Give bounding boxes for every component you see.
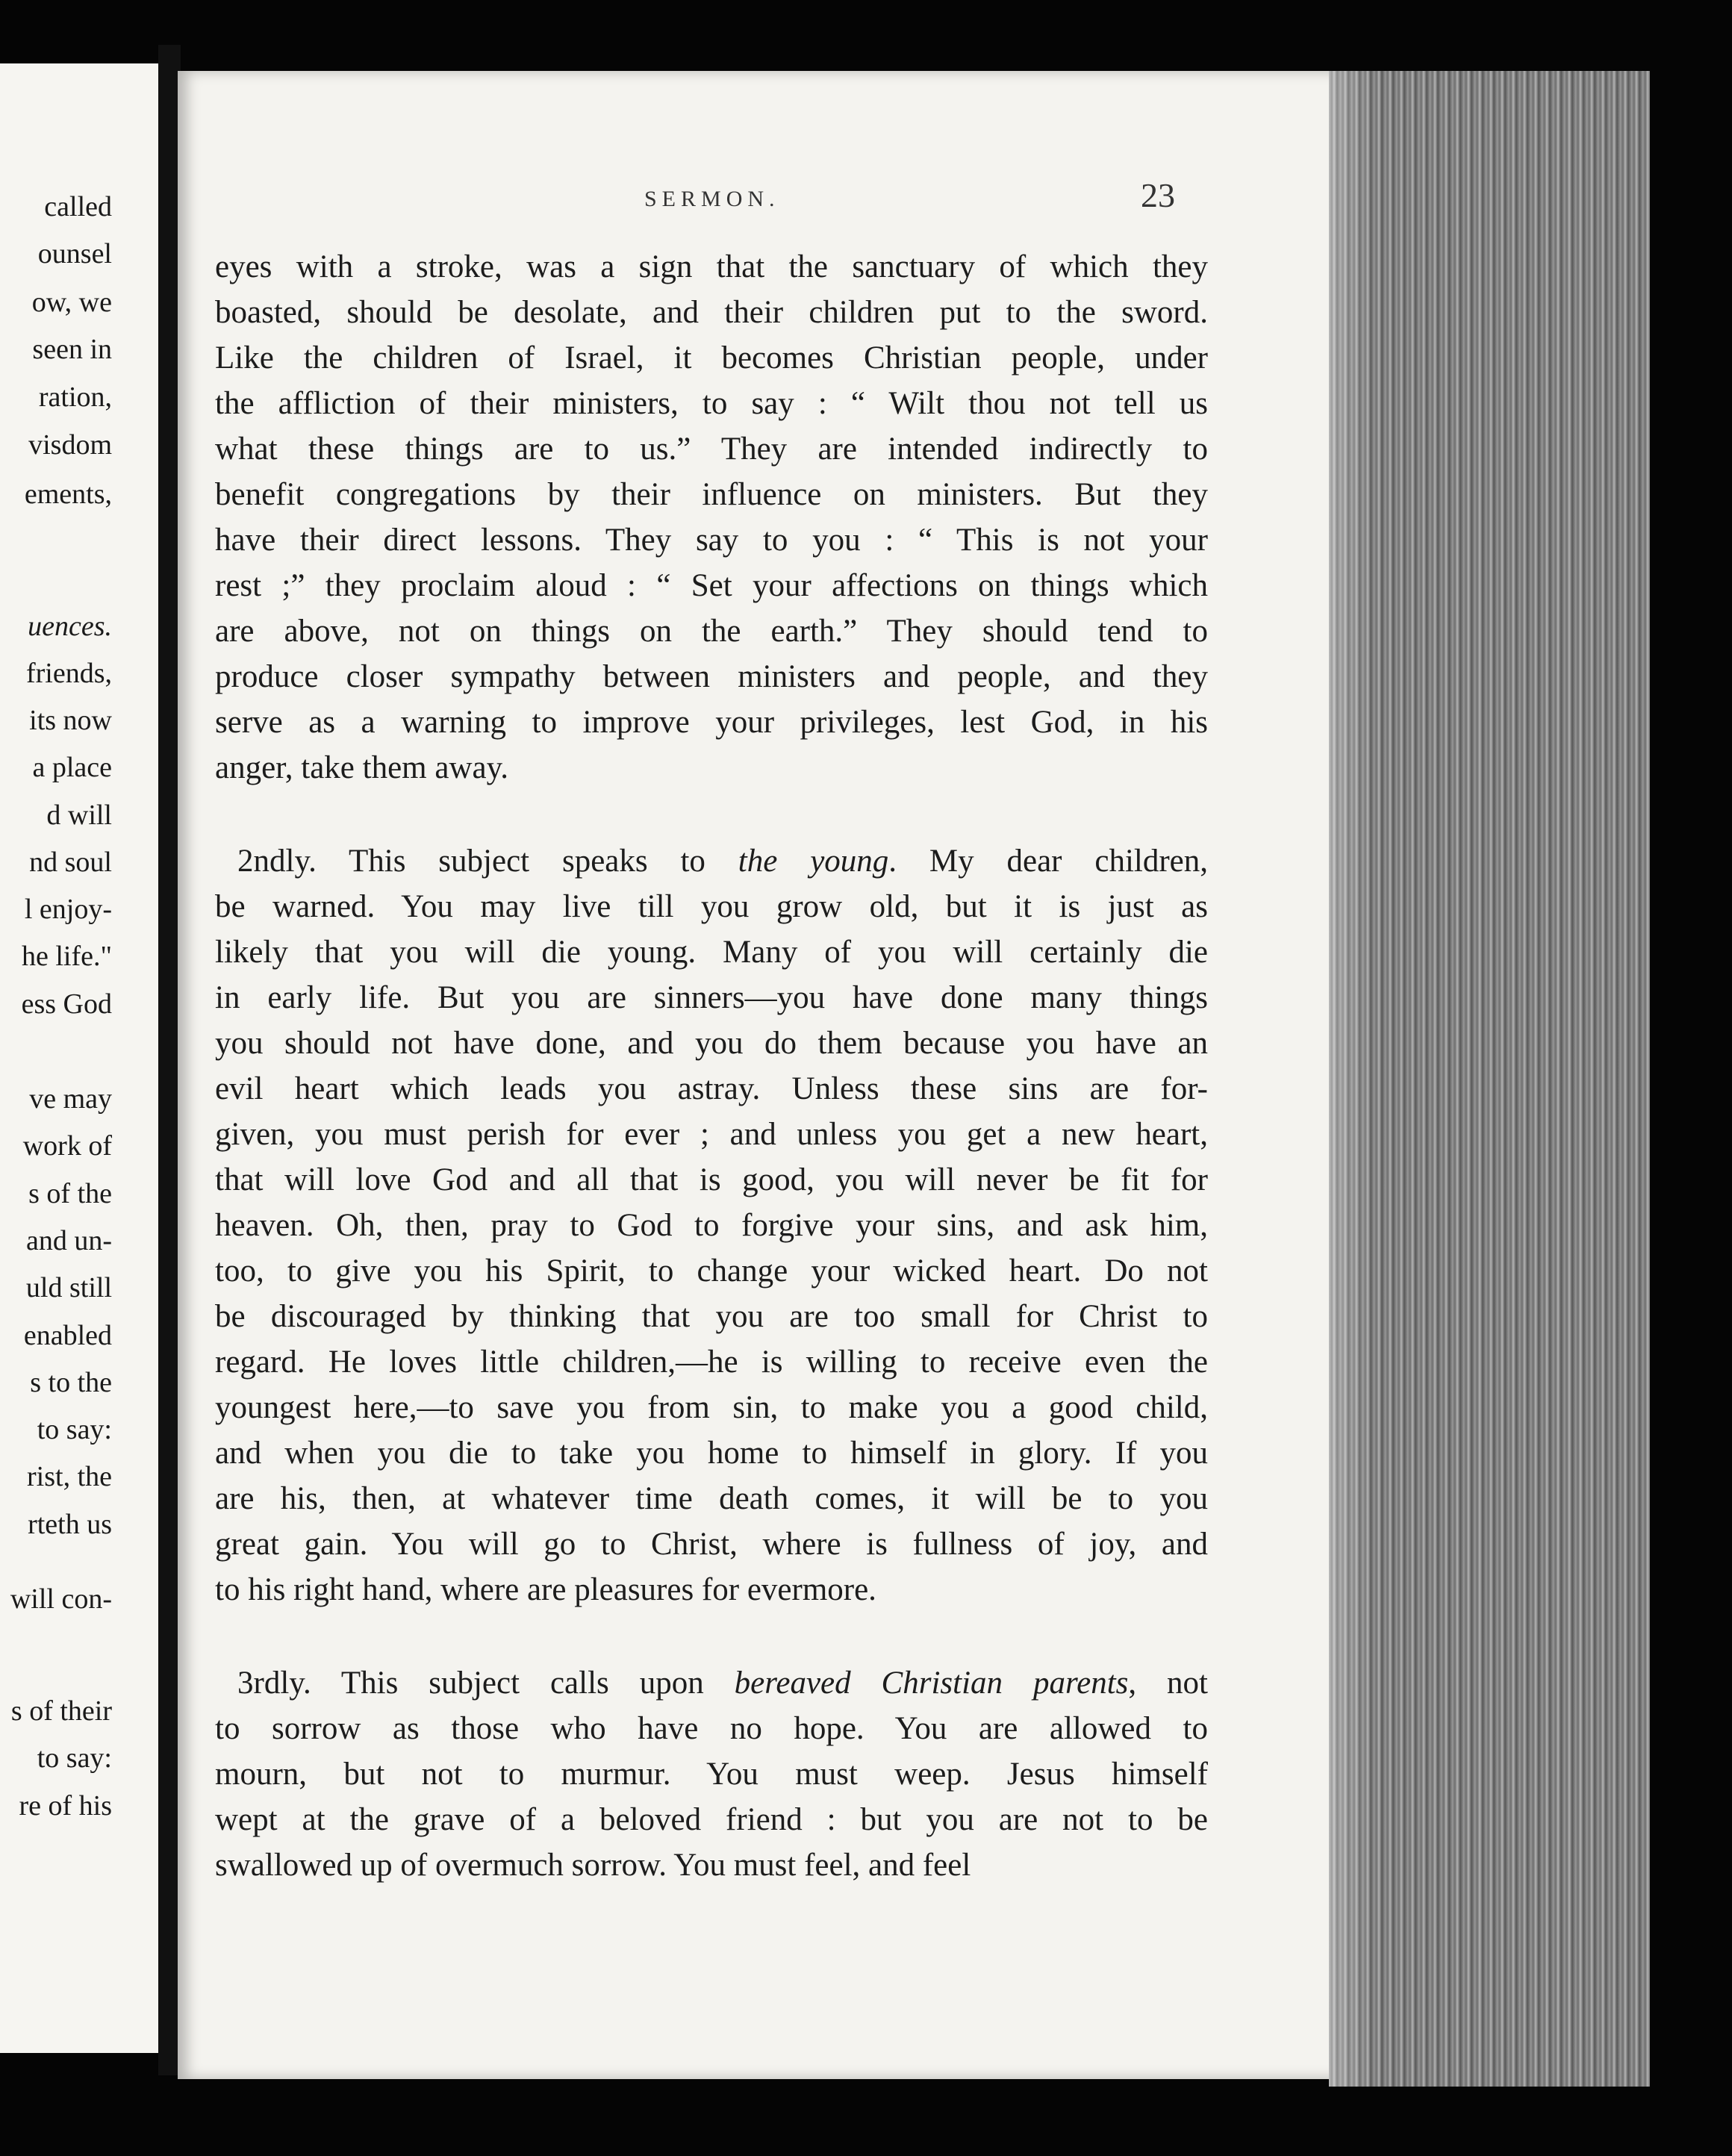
page-number: 23 xyxy=(1141,176,1175,214)
text-line: heaven. Oh, then, pray to God to forgive your sins, and ask him, xyxy=(215,1208,1208,1243)
left-page-line: s of the xyxy=(28,1178,112,1209)
emphasis: bereaved Christian parents xyxy=(734,1666,1129,1701)
left-page-line: enabled xyxy=(23,1320,112,1351)
text-line: are his, then, at whatever time death comes, it will be to you xyxy=(215,1481,1208,1516)
text-line: and when you die to take you home to himself in glory. If you xyxy=(215,1436,1208,1471)
left-page-line: he life." xyxy=(21,941,112,972)
paragraph-gap xyxy=(215,791,1208,838)
left-page-line: visdom xyxy=(28,429,112,461)
left-page-line: uld still xyxy=(25,1272,112,1303)
left-page-line: called xyxy=(44,191,112,222)
text-line: swallowed up of overmuch sorrow. You must feel, and feel xyxy=(215,1848,971,1883)
text-line: be discouraged by thinking that you are too small for Christ to xyxy=(215,1299,1208,1334)
text-line: what these things are to us.” They are intended indirectly to xyxy=(215,431,1208,467)
left-page-line: friends, xyxy=(25,658,112,689)
text-line: Like the children of Israel, it becomes Christian people, under xyxy=(215,340,1208,376)
text-line: in early life. But you are sinners—you have done many things xyxy=(215,980,1208,1015)
running-head: SERMON. xyxy=(644,187,780,211)
text-line: rest ;” they proclaim aloud : “ Set your affections on things which xyxy=(215,568,1208,603)
left-page-line: to say: xyxy=(37,1414,112,1445)
left-page-line: rist, the xyxy=(27,1461,112,1492)
paragraph xyxy=(215,838,1208,1613)
book-fore-edge xyxy=(1329,71,1650,2087)
left-page-line: ve may xyxy=(29,1083,112,1115)
text-line: too, to give you his Spirit, to change your wicked heart. Do not xyxy=(215,1253,1208,1289)
page-body xyxy=(215,244,1208,1888)
text-line: regard. He loves little children,—he is willing to receive even the xyxy=(215,1345,1208,1380)
left-page-line: ess God xyxy=(21,988,112,1020)
text-line: anger, take them away. xyxy=(215,750,509,785)
left-page-line: ow, we xyxy=(31,287,112,318)
paragraph-gap xyxy=(215,1613,1208,1660)
text-line: have their direct lessons. They say to you : “ This is not your xyxy=(215,523,1208,558)
text-line: serve as a warning to improve your privileges, lest God, in his xyxy=(215,705,1208,740)
paragraph xyxy=(215,244,1208,791)
left-page-line: nd soul xyxy=(29,847,112,878)
left-page-line: to say: xyxy=(37,1742,112,1774)
left-page-line: ounsel xyxy=(37,238,112,270)
left-page-line: s of their xyxy=(10,1695,112,1727)
text-line: great gain. You will go to Christ, where is fullness of joy, and xyxy=(215,1527,1208,1562)
text-line: 2ndly. This subject speaks to the young. My dear children, xyxy=(237,844,1208,879)
left-page-line: and un- xyxy=(25,1225,112,1256)
emphasis: the young xyxy=(738,844,889,879)
left-facing-page xyxy=(0,63,158,2053)
text-line: boasted, should be desolate, and their children put to the sword. xyxy=(215,295,1208,330)
left-page-line: s to the xyxy=(30,1367,112,1398)
text-line: that will love God and all that is good, you will never be fit for xyxy=(215,1162,1208,1197)
text-line: be warned. You may live till you grow old, but it is just as xyxy=(215,889,1208,924)
left-page-line: d will xyxy=(46,800,112,831)
left-page-line: rteth us xyxy=(28,1509,112,1540)
text-line: the affliction of their ministers, to say : “ Wilt thou not tell us xyxy=(215,386,1208,421)
text-line: produce closer sympathy between ministers and people, and they xyxy=(215,659,1208,694)
left-page-line: uences. xyxy=(28,611,112,642)
right-page xyxy=(178,71,1365,2079)
left-page-line: will con- xyxy=(10,1583,112,1615)
text-line: to his right hand, where are pleasures for evermore. xyxy=(215,1572,876,1607)
left-page-line: seen in xyxy=(32,334,112,365)
text-line: you should not have done, and you do them because you have an xyxy=(215,1026,1208,1061)
paragraph xyxy=(215,1660,1208,1888)
text-line: are above, not on things on the earth.” They should tend to xyxy=(215,614,1208,649)
text-line: likely that you will die young. Many of you will certainly die xyxy=(215,935,1208,970)
fore-edge-highlight xyxy=(1329,71,1374,2087)
text-line: evil heart which leads you astray. Unless these sins are for- xyxy=(215,1071,1208,1106)
text-line: youngest here,—to save you from sin, to make you a good child, xyxy=(215,1390,1208,1425)
text-line: given, you must perish for ever ; and unless you get a new heart, xyxy=(215,1117,1208,1152)
left-page-line: ration, xyxy=(38,381,112,413)
left-page-line: l enjoy- xyxy=(24,894,112,925)
left-page-line: re of his xyxy=(19,1790,112,1822)
left-page-line: ements, xyxy=(24,479,112,510)
text-line: to sorrow as those who have no hope. You are allowed to xyxy=(215,1711,1208,1746)
text-line: eyes with a stroke, was a sign that the sanctuary of which they xyxy=(215,249,1208,284)
left-page-line: its now xyxy=(29,705,112,736)
text-line: benefit congregations by their influence on ministers. But they xyxy=(215,477,1208,512)
text-line: 3rdly. This subject calls upon bereaved Christian parents, not xyxy=(237,1666,1208,1701)
text-line: wept at the grave of a beloved friend : but you are not to be xyxy=(215,1802,1208,1837)
text-line: mourn, but not to murmur. You must weep. Jesus himself xyxy=(215,1757,1208,1792)
left-page-line: work of xyxy=(22,1130,112,1162)
left-page-line: a place xyxy=(32,752,112,783)
